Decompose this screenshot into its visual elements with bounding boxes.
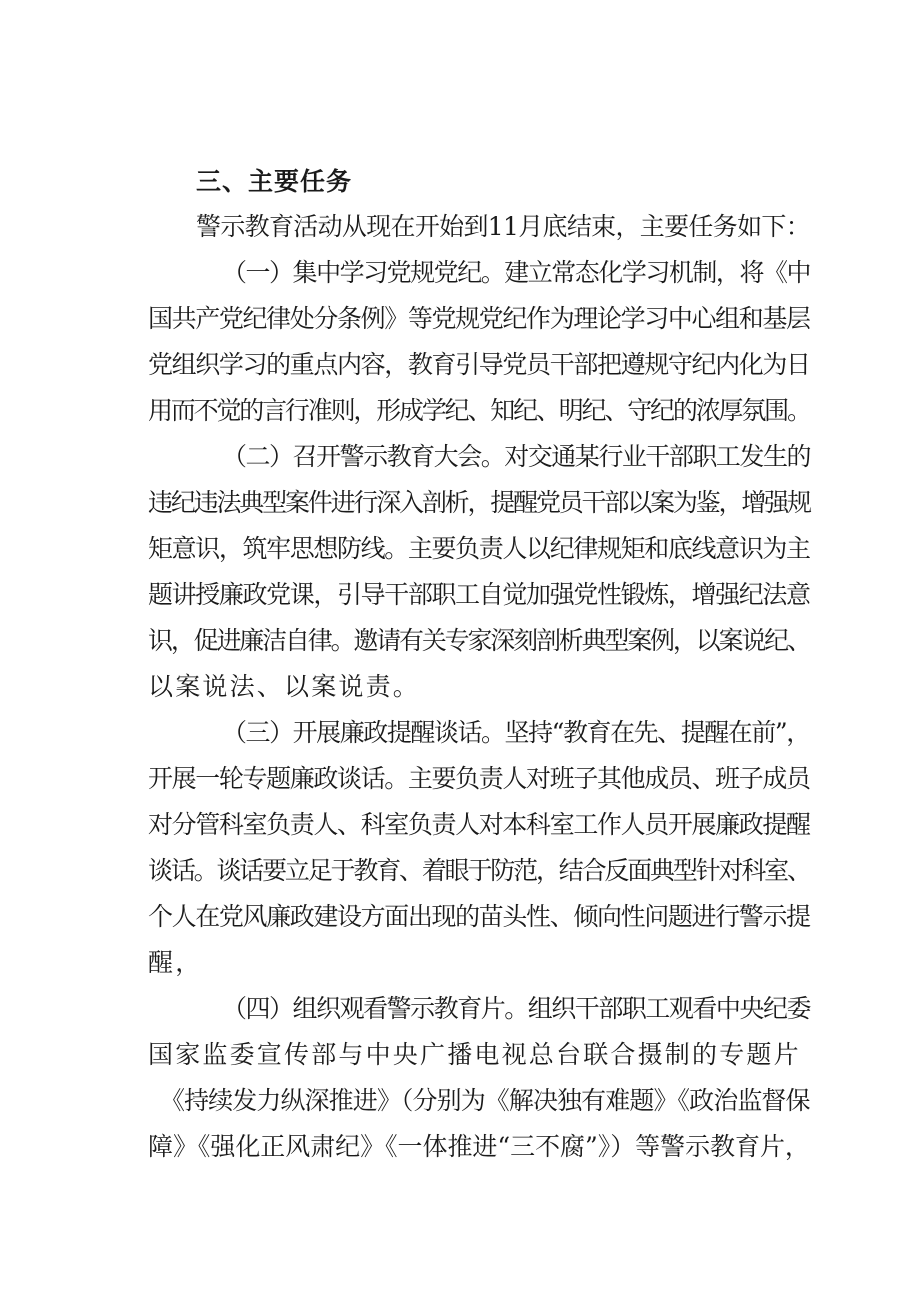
paragraph-line: 《持续发力纵深推进》（分别为《解决独有难题》《政治监督保	[160, 1086, 810, 1115]
paragraph-line: 以案说法、以案说责。	[148, 672, 421, 701]
paragraph-line: 障》《强化正风肃纪》《一体推进“三不腐”》）等警示教育片，	[148, 1132, 810, 1161]
paragraph-line: 国共产党纪律处分条例》等党规党纪作为理论学习中心组和基层	[148, 304, 810, 333]
section-heading: 三、主要任务	[196, 167, 353, 196]
paragraph-line: 用而不觉的言行准则，形成学纪、知纪、明纪、守纪的浓厚氛围。	[148, 396, 810, 425]
paragraph-line: （一）集中学习党规党纪。建立常态化学习机制，将《中	[222, 258, 811, 287]
paragraph-line: 党组织学习的重点内容，教育引导党员干部把遵规守纪内化为日	[148, 350, 810, 379]
paragraph-line: 矩意识，筑牢思想防线。主要负责人以纪律规矩和底线意识为主	[148, 534, 810, 563]
paragraph-line: 国家监委宣传部与中央广播电视总台联合摄制的专题片	[148, 1040, 801, 1069]
paragraph-line: （四）组织观看警示教育片。组织干部职工观看中央纪委	[222, 994, 811, 1023]
paragraph-line: （二）召开警示教育大会。对交通某行业干部职工发生的	[222, 442, 811, 471]
paragraph-line: 个人在党风廉政建设方面出现的苗头性、倾向性问题进行警示提	[148, 902, 810, 931]
paragraph-line: 醒，	[148, 948, 203, 977]
paragraph-line: 谈话。谈话要立足于教育、着眼于防范，结合反面典型针对科室、	[148, 856, 810, 885]
paragraph-line: 识，促进廉洁自律。邀请有关专家深刻剖析典型案例，以案说纪、	[148, 626, 810, 655]
paragraph-line: 警示教育活动从现在开始到11月底结束，主要任务如下：	[196, 212, 811, 241]
paragraph-line: （三）开展廉政提醒谈话。坚持“教育在先、提醒在前”，	[222, 718, 810, 747]
paragraph-line: 违纪违法典型案件进行深入剖析，提醒党员干部以案为鉴，增强规	[148, 488, 810, 517]
paragraph-line: 题讲授廉政党课，引导干部职工自觉加强党性锻炼，增强纪法意	[148, 580, 810, 609]
paragraph-line: 对分管科室负责人、科室负责人对本科室工作人员开展廉政提醒	[148, 810, 810, 839]
paragraph-line: 开展一轮专题廉政谈话。主要负责人对班子其他成员、班子成员	[148, 764, 810, 793]
